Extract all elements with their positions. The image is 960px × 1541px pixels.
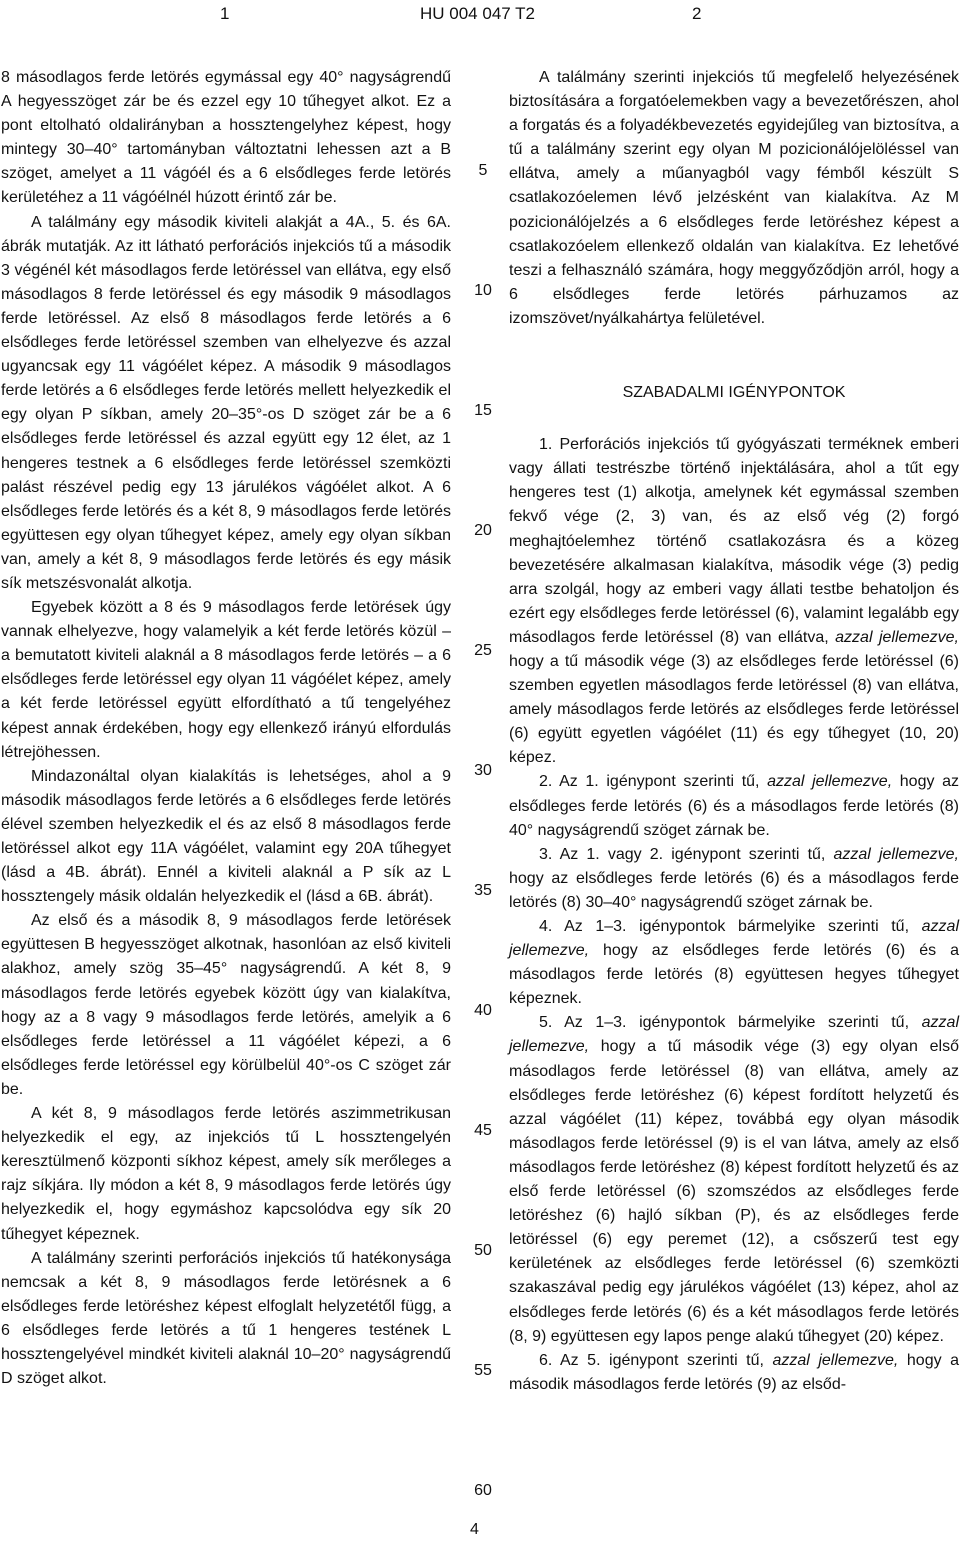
line-number: 40 [474,1002,492,1019]
paragraph: 8 másodlagos ferde letörés egymással egy 40° nagyságrendű A hegyesszöget zár be és ezzel egy 10 tűhegyet alkot. Ez a pont eltolható oldalirányban a hossztengelyhez képest, hogy mintegy 30–40° tartományban változtatni lehessen azt a B szöget, amelyet a 11 vágóél és a 6 elsődleges ferde letörés kerületéhez a 11 vágóélnél húzott érintő zár be. [1,69,451,207]
claim-3: 3. Az 1. vagy 2. igénypont szerinti tű, azzal jellemezve, hogy az elsődleges ferde letörés (6) és a másodlagos ferde letörés (8) 30–40° nagyságrendű szöget zárnak be. [509,845,959,911]
claim-2: 2. Az 1. igénypont szerinti tű, azzal jellemezve, hogy az elsődleges ferde letörés (6) és a másodlagos ferde letörés (8) 40° nagyságrendű szöget zárnak be. [509,773,959,839]
line-number: 50 [474,1242,492,1259]
right-column [509,66,959,1397]
line-number: 35 [474,882,492,899]
left-column [1,66,451,1391]
line-number: 25 [474,642,492,659]
line-number: 15 [474,402,492,419]
paragraph: Az első és a második 8, 9 másodlagos ferde letörések együttesen B hegyesszöget alkotnak, hasonlóan az első kiviteli alakhoz, amely szög 35–45° nagyságrendű. A két 8, 9 másodlagos ferde letörés egyebek között úgy van kialakítva, hogy az a 8 vagy 9 másodlagos ferde letörés, amelyik a 6 elsődleges ferde letöréssel a 11 vágóélet képezi, a 6 elsődleges ferde letöréssel egy körülbelül 40°-os C szöget zár be. [1,912,451,1098]
line-number: 10 [474,282,492,299]
page-header [0,0,960,30]
paragraph: Mindazonáltal olyan kialakítás is lehetséges, ahol a 9 második másodlagos ferde letörés a 6 elsődleges ferde letörés élével szemben helyezkedik el és az első 8 másodlagos ferde letöréssel alkot egy 11A vágóélet, valamint egy 20A tűhegyet (lásd a 4B. ábrát). Ennél a kiviteli alaknál a P sík az L hossztengely másik oldalán helyezkedik el (lásd a 6B. ábrát). [1,767,451,906]
line-number: 5 [478,162,488,179]
paragraph: A találmány egy második kiviteli alakját a 4A., 5. és 6A. ábrák mutatják. Az itt látható perforációs injekciós tű a második 3 végénél két másodlagos ferde letöréssel van ellátva, egy első másodlagos 8 ferde letöréssel és egy második 9 másodlagos ferde letöréssel. Az első 8 másodlagos ferde letörés a 6 elsődleges ferde letöréssel szemben van elhelyezve és azzal ugyancsak egy 11 vágóélet képez. A második 9 másodlagos ferde letörés a 6 elsődleges ferde letörés mellett helyezkedik el egy olyan P síkban, amely 20–35°-os D szöget zár be a 6 elsődleges ferde letöréssel és azzal együtt egy 12 élet, az 1 hengeres testnek a 6 elsődleges ferde letöréssel szemközti palást részével pedig egy 13 járulékos vágóélet alkot. A 6 elsődleges ferde letörés és a két 8, 9 másodlagos ferde letörés együttesen egy olyan tűhegyet képez, amely egy olyan síkban van, amely a két 8, 9 másodlagos ferde letörés és egy másik sík metszésvonalát alkotja. [1,213,451,592]
claim-5: 5. Az 1–3. igénypontok bármelyike szerinti tű, azzal jellemezve, hogy a tű második vége (3) egy olyan első másodlagos ferde letöréssel (8) van ellátva, amely az elsődleges ferde letöréshez (6) képest fordított helyzetű és azzal vágóélet (11) képez, továbbá egy olyan második másodlagos ferde letöréssel (9) is el van látva, amely az első másodlagos ferde letöréshez (8) képest fordított helyzetű és az első ferde letöréssel (6) szomszédos az elsődleges ferde letöréshez (6) hajló síkban (P), és az elsődleges ferde letöréssel (6) egy peremet (12), a csőszerű test egy kerületének az elsődleges ferde letöréssel (6) szemközti szakaszával pedig egy járulékos vágóélet (13) képez, ahol az elsődleges ferde letörés (6) és a két másodlagos ferde letörés (8, 9) együttesen egy lapos penge alakú tűhegyet (20) képez. [509,1014,959,1345]
claim-4: 4. Az 1–3. igénypontok bármelyike szerinti tű, azzal jellemezve, hogy az elsődleges ferde letörés (6) és a másodlagos ferde letörés (8) együttesen hegyes tűhegyet képeznek. [509,918,959,1008]
paragraph: A két 8, 9 másodlagos ferde letörés aszimmetrikusan helyezkedik el egy, az injekciós tű L hossztengelyén keresztülmenő központi síkhoz képest, amely sík merőleges a rajz síkjára. Ily módon a két 8, 9 másodlagos ferde letörés úgy helyezkedik el, hogy egymáshoz kapcsolódva egy sík 20 tűhegyet képeznek. [1,1105,451,1243]
line-number: 30 [474,762,492,779]
claim-6: 6. Az 5. igénypont szerinti tű, azzal jellemezve, hogy a második másodlagos ferde letörés (9) az elsőd- [509,1351,960,1393]
paragraph: A találmány szerinti injekciós tű megfelelő helyezésének biztosítására a forgatóelemekben vagy a bevezetőrészen, ahol a forgatás és a folyadékbevezetés egyidejűleg van biztosítva, a tű a találmány szerint egy olyan M pozicionálójelöléssel van ellátva, amely a műanyagból vagy fémből készült S csatlakozóelemen lévő jelzésként van kialakítva. Az M pozicionálójelzés a 6 elsődleges ferde letöréshez képest a csatlakozóelem ellenkező oldalán van kialakítva. Ez lehetővé teszi a felhasználó számára, hogy meggyőződjön arról, hogy a 6 elsődleges ferde letörés párhuzamos az izomszövet/nyálkahártya felületével. [509,69,959,327]
line-number: 60 [474,1482,492,1499]
line-number: 20 [474,522,492,539]
paragraph: A találmány szerinti perforációs injekciós tű hatékonysága nemcsak a két 8, 9 másodlagos ferde letörésnek a 6 elsődleges ferde letöréshez képest elfoglalt helyzetétől függ, a 6 elsődleges ferde letörés a tű 1 hengeres testének L hossztengelyével mindkét kiviteli alaknál 10–20° nagyságrendű D szöget alkot. [1,1249,451,1388]
document-id: HU 004 047 T2 [420,4,535,23]
left-page-number: 1 [220,4,230,23]
line-number: 55 [474,1362,492,1379]
claim-1: 1. Perforációs injekciós tű gyógyászati terméknek emberi vagy állati testrészbe történő injektálására, ahol a tűt egy hengeres test (1) alkotja, amelynek két egymással szemben fekvő vége (2, 3) van, és az első vég (2) forgó meghajtóelemhez történő csatlakozásra és a közeg bevezetésére alkalmasan kialakítva, második vége (3) pedig arra szolgál, hogy az emberi vagy állati testbe behatoljon és ezért egy elsődleges ferde letöréssel (6), valamint legalább egy másodlagos ferde letöréssel (8) van ellátva, azzal jellemezve, hogy a tű második vége (3) az elsődleges ferde letöréssel (6) szemben egyetlen másodlagos ferde letöréssel (8) van ellátva, amely másodlagos ferde letörés az elsődleges ferde letöréssel (6) együtt egyetlen vágóélet (11) és egy tűhegyet (10, 20) képez. [509,436,960,767]
page-footer-number: 4 [470,1521,479,1538]
paragraph: Egyebek között a 8 és 9 másodlagos ferde letörések úgy vannak elhelyezve, hogy valamelyik a két ferde letörés közül – a bemutatott kiviteli alaknál a 8 másodlagos ferde letörés – a 6 elsődleges ferde letöréssel egy olyan 11 vágóélet képez, amely a két ferde letöréssel együtt elfordítható a tű tengelyéhez képest annak érdekében, hogy egy ellenkező irányú elfordulás létrejöhessen. [1,599,451,761]
claims-heading: SZABADALMI IGÉNYPONTOK [622,384,846,402]
right-page-number: 2 [692,4,702,23]
line-number: 45 [474,1122,492,1139]
